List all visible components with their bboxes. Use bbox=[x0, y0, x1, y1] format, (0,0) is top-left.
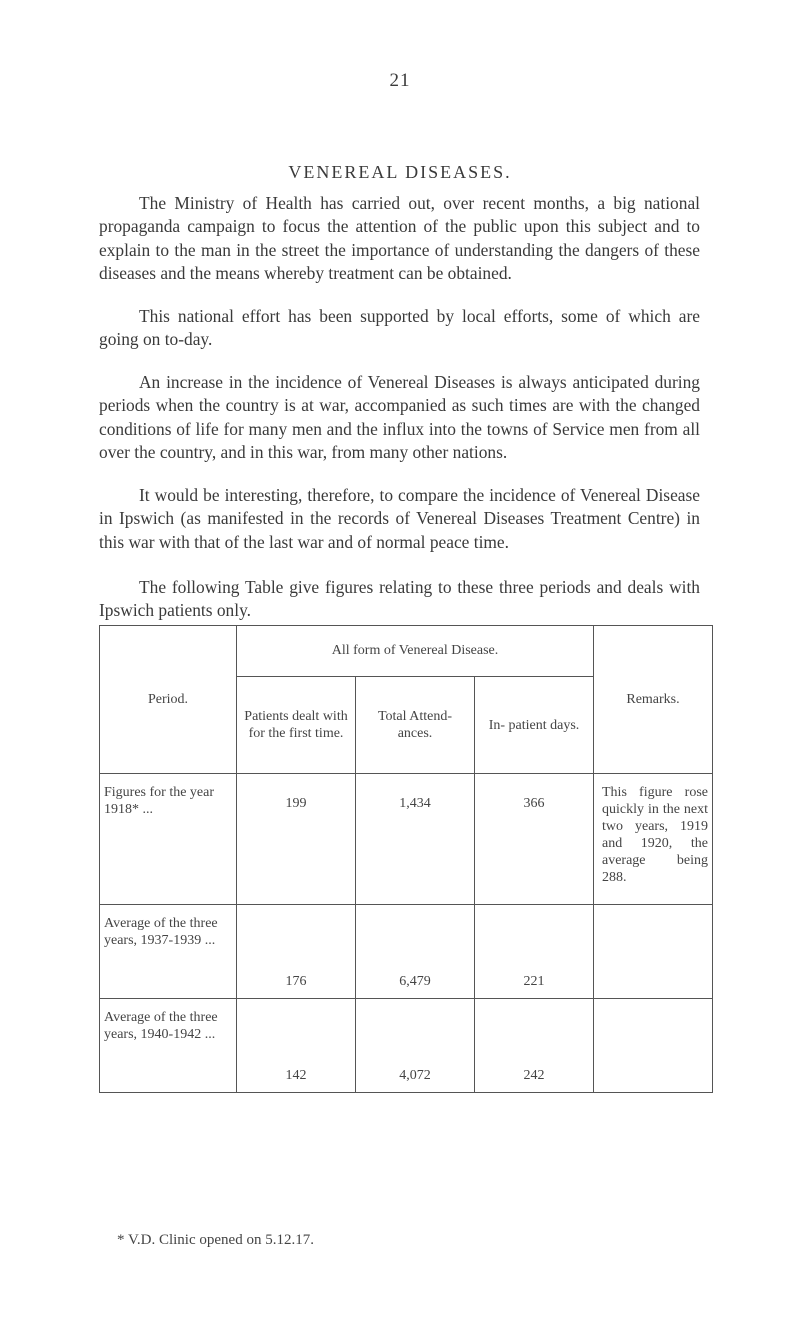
patients-header: Patients dealt with for the first time. bbox=[237, 677, 356, 774]
period-header: Period. bbox=[100, 626, 237, 774]
table-row bbox=[100, 774, 713, 905]
row-inpatient: 242 bbox=[475, 999, 594, 1093]
row-remarks: This figure rose quickly in the next two years, 1919 and 1920, the average being 288. bbox=[594, 774, 713, 905]
group-header: All form of Venereal Disease. bbox=[237, 626, 594, 677]
paragraph-4: It would be interesting, therefore, to compare the incidence of Venereal Disease in Ipswich (as manifested in the records of Venereal Diseases Treatment Centre) in this war with that of the last war and of normal peace time. bbox=[99, 485, 700, 552]
table-header-row bbox=[100, 626, 713, 677]
row-remarks bbox=[594, 999, 713, 1093]
row-total: 1,434 bbox=[356, 774, 475, 905]
row-period: Average of the three years, 1940-1942 ... bbox=[100, 999, 237, 1093]
row-patients: 199 bbox=[237, 774, 356, 905]
total-attendances-header: Total Attend- ances. bbox=[356, 677, 475, 774]
row-total: 4,072 bbox=[356, 999, 475, 1093]
row-period: Figures for the year 1918* ... bbox=[100, 774, 237, 905]
row-period: Average of the three years, 1937-1939 ... bbox=[100, 905, 237, 999]
paragraph-2: This national effort has been supported by local efforts, some of which are going on to-day. bbox=[99, 306, 700, 350]
venereal-disease-table bbox=[99, 625, 713, 1093]
inpatient-days-header: In- patient days. bbox=[475, 677, 594, 774]
page-number: 21 bbox=[389, 70, 411, 91]
remarks-header: Remarks. bbox=[594, 626, 713, 774]
paragraph-5: The following Table give figures relating to these three periods and deals with Ipswich patients only. bbox=[99, 577, 700, 621]
paragraph-3: An increase in the incidence of Venereal Diseases is always anticipated during periods when the country is at war, accompanied as such times are with the changed conditions of life for many men and the influx into the towns of Service men from all over the country, and in this war, from many other nations. bbox=[99, 372, 700, 463]
row-total: 6,479 bbox=[356, 905, 475, 999]
table-row bbox=[100, 999, 713, 1093]
row-patients: 142 bbox=[237, 999, 356, 1093]
row-inpatient: 366 bbox=[475, 774, 594, 905]
row-remarks bbox=[594, 905, 713, 999]
row-inpatient: 221 bbox=[475, 905, 594, 999]
table-row bbox=[100, 905, 713, 999]
row-patients: 176 bbox=[237, 905, 356, 999]
footnote: * V.D. Clinic opened on 5.12.17. bbox=[117, 1232, 314, 1248]
page-title: VENEREAL DISEASES. bbox=[288, 162, 512, 182]
paragraph-1: The Ministry of Health has carried out, over recent months, a big national propaganda campaign to focus the attention of the public upon this subject and to explain to the man in the street the importance of understanding the dangers of these diseases and the means whereby treatment can be obtained. bbox=[99, 193, 700, 284]
